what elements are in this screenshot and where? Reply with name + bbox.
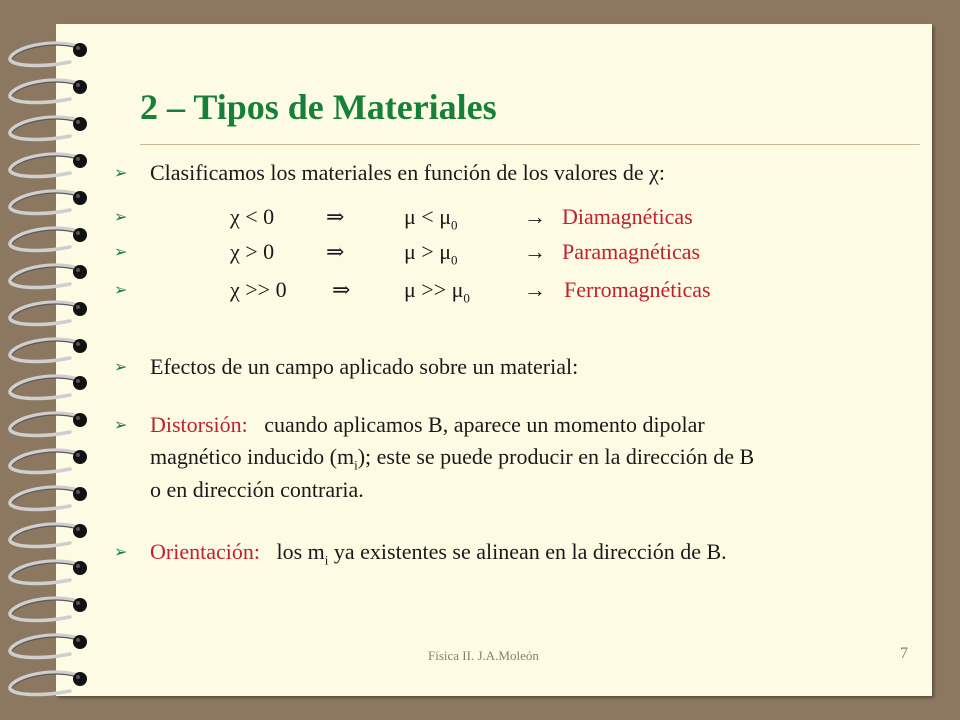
slide-title: 2 – Tipos de Materiales (140, 87, 497, 127)
binding-ring (10, 339, 87, 361)
material-type-label: Paramagnéticas (562, 239, 701, 264)
binding-ring (10, 43, 87, 65)
chi-condition: χ > 0 (230, 239, 275, 264)
binding-ring (10, 265, 87, 287)
bullet-arrow-icon: ➢ (114, 163, 128, 182)
distorsion-label: Distorsión: (150, 412, 248, 437)
binding-ring (10, 413, 87, 435)
binding-ring (10, 228, 87, 250)
to-arrow: → (524, 239, 546, 264)
classification-text: Clasificamos los materiales en función de los valores de χ: (150, 160, 666, 185)
binding-ring (10, 154, 87, 176)
binding-ring (10, 191, 87, 213)
binding-ring (10, 672, 87, 694)
chi-condition: χ < 0 (230, 204, 275, 229)
distorsion-line-1: Distorsión: cuando aplicamos B, aparece un momento dipolar (150, 412, 705, 437)
orientacion-text: Orientación: los $m_i$ ya existentes se alinean en la dirección de B. (150, 539, 727, 568)
mu-condition: $\mu >> \mu_0$ (404, 277, 470, 306)
page-number: 7 (900, 645, 908, 662)
binding-ring (10, 635, 87, 657)
title-underline (140, 144, 920, 145)
bullet-arrow-icon: ➢ (114, 242, 128, 261)
binding-ring (10, 302, 87, 324)
binding-ring (10, 487, 87, 509)
spiral-binding (0, 0, 110, 720)
binding-ring (10, 598, 87, 620)
implies-symbol: ⇒ (332, 277, 351, 302)
mu-condition: $\mu < \mu_0$ (404, 204, 458, 233)
implies-symbol: ⇒ (326, 204, 345, 229)
orientacion-label: Orientación: (150, 539, 260, 564)
effects-text: Efectos de un campo aplicado sobre un material: (150, 354, 579, 379)
footer-author: Física II. J.A.Moleón (428, 648, 539, 663)
material-type-label: Ferromagnéticas (564, 277, 711, 302)
binding-ring (10, 80, 87, 102)
bullet-arrow-icon: ➢ (114, 357, 128, 376)
chi-condition: χ >> 0 (230, 277, 287, 302)
bullet-arrow-icon: ➢ (114, 280, 128, 299)
to-arrow: → (524, 204, 546, 229)
bullet-arrow-icon: ➢ (114, 207, 128, 226)
bullet-arrow-icon: ➢ (114, 415, 128, 434)
binding-ring (10, 524, 87, 546)
to-arrow: → (524, 277, 546, 302)
implies-symbol: ⇒ (326, 239, 345, 264)
material-type-label: Diamagnéticas (562, 204, 693, 229)
bullet-arrow-icon: ➢ (114, 542, 128, 561)
binding-ring (10, 117, 87, 139)
binding-ring (10, 376, 87, 398)
mu-condition: $\mu > \mu_0$ (404, 239, 458, 268)
binding-ring (10, 561, 87, 583)
binding-ring (10, 450, 87, 472)
